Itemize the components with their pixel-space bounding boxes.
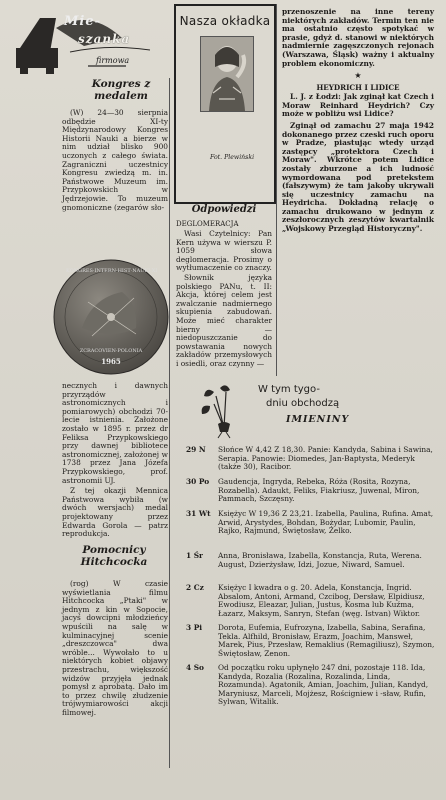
- imieniny-day: 2 Cz: [186, 583, 204, 592]
- photo-credit: Fot. Plewiński: [210, 154, 255, 161]
- hitchcock-title: Pomocnicy Hitchcocka: [80, 544, 148, 568]
- column-hitchcock: [62, 544, 168, 718]
- logo-line1: Mie-: [64, 14, 101, 29]
- woman-portrait-icon: [201, 37, 253, 111]
- imieniny-day: 3 Pi: [186, 623, 203, 632]
- heydrich-answer: Zginął od zamachu 27 maja 1942 dokonanego przez czeski ruch oporu w Pradze, piastując wtedy urząd zastępcy „protektora Czech i Moraw". Wkrótce potem Lidice zostały zburzone a ich ludność wymordowana pod pretekstem (fałszywym) że tam jakoby ukrywali się uczestnicy zamachu na Heydricha. Dokładną relację o zamachu drukowano w jednym z zeszłorocznych zeszytów kwartalnik „Wojskowy Przegląd Historyczny".: [282, 120, 434, 234]
- column-heydrich: [282, 8, 434, 234]
- odpowiedzi-title: Odpowiedzi: [191, 204, 257, 215]
- imieniny-names: Księżyc I kwadra o g. 20. Adela, Konstancja, Ingrid. Absalom, Antoni, Armand, Czcibog, Dersław, Elpidiusz, Ewodiusz, Eleazar, Julian, Justus, Kosma lub Kuźma, Łazarz, Maksym, Sanryn, Stefan (węg. Istvan) Wiktor.: [218, 583, 425, 618]
- medal-top-text: KONGRES·INTERN·HIST·NAUKI·XI: [66, 268, 158, 274]
- okladka-title: Nasza okładka: [179, 14, 271, 28]
- column-kongres: [62, 78, 168, 212]
- imieniny-names: Słońce W 4,42 Z 18,30. Panie: Kandyda, Sabina i Sawina, Serapia. Panowie: Diomedes, Jan-Baptysta, Mederyk (także 30), Racibor.: [218, 445, 433, 472]
- heydrich-sub: HEYDRICH I LIDICE: [316, 83, 400, 93]
- imieniny-day: 4 So: [186, 663, 204, 672]
- medal-bottom-text: ZCRACOVIEN·POLONIA: [79, 348, 143, 354]
- kongres-title: Kongres z medalem: [91, 78, 151, 102]
- kongres-para2: necznych i dawnych przyrządów astronomicznych i pomiarowych) obchodzi 70-lecie istnienia. Założone zostało w 1895 r. przez dr Feliksa Przypkowskiego przy dawnej bibliotece astronomicznej, założonej w 1738 przez Jana Józefa Przypkowskiego, prof. astronomii UJ.: [62, 381, 168, 485]
- logo-line3: firmowa: [96, 56, 130, 65]
- odpowiedzi-sub: DEGLOMERACJA: [176, 220, 239, 228]
- bouquet-icon: [196, 382, 256, 440]
- imieniny-day: 30 Po: [186, 477, 210, 486]
- imieniny-line1: W tym tygo-: [258, 384, 320, 395]
- odpowiedzi-para1: Wasi Czytelnicy: Pan Kern używa w wierszu P. 1059 słowa deglomeracja. Prosimy o wytłumaczenie co znaczy.: [176, 229, 272, 273]
- odpowiedzi-para2: Słownik języka polskiego PANu, t. II: Akcja, której celem jest zwalczanie nadmiernego skupienia zabudowań. Może mieć charakter bierny — niedopuszczanie do powstawania nowych zakładów przemysłowych i osiedli, oraz czynny —: [176, 272, 272, 368]
- imieniny-names: Księżyc W 19,36 Z 23,21. Izabella, Paulina, Rufina. Amat, Arwid, Arystydes, Bohdan, Bożydar, Lubomir, Paulin, Rajko, Rajmund, Świętosław, Żelko.: [218, 509, 434, 536]
- imieniny-day: 1 Śr: [186, 551, 203, 560]
- column-odpowiedzi: [176, 204, 272, 369]
- kongres-para3: Z tej okazji Mennica Państwowa wybiła (w dwóch wersjach) medal projektowany przez Edwarda Gorola — patrz reprodukcja.: [62, 486, 168, 539]
- column-kongres-cont: [62, 382, 168, 539]
- okladka-box: [174, 4, 276, 204]
- kongres-para1: (W) 24—30 sierpnia odbędzie XI-ty Międzynarodowy Kongres Historii Nauki a bierze w nim udział blisko 900 uczonych z całego świata. Zagraniczni uczestnicy Kongresu zwiedzą m. in. Państwowe Muzeum im. Przypkowskich w Jędrzejowie. To muzeum gnomoniczne (zegarów sło-: [62, 108, 168, 212]
- imieniny-names: Anna, Bronisława, Izabella, Konstancja, Ruta, Werena. August, Dzierżysław, Idzi, Jozue, Niward, Samuel.: [218, 551, 422, 569]
- medal-year: 1965: [101, 357, 121, 366]
- star-separator: ★: [354, 71, 362, 81]
- cover-photo: [200, 36, 254, 112]
- imieniny-header: [176, 380, 442, 442]
- imieniny-names: Gaudencja, Ingryda, Rebeka, Róża (Rosita, Rozyna, Rozabella). Adaukt, Feliks, Fiakriusz, Juwenal, Miron, Pammach, Szczęsny.: [218, 477, 420, 504]
- miesznka-firmowa-logo: [10, 8, 160, 76]
- medal-reproduction: [52, 258, 170, 376]
- column-divider: [169, 78, 170, 768]
- hitchcock-para: (rog) W czasie wyświetlania filmu Hitchcocka „Ptaki" w jednym z kin w Sopocie, jacyś dowcipni młodzieńcy wpuścili na salę w kulminacyjnej scenie „dreszczowca" dwa wróble... Wywołało to u niektórych kobiet objawy przestrachu, większość widzów przyjęła jednak pomysł z aprobatą. Dało im to przez chwilę złudzenie trójwymiarowości akcji filmowej.: [62, 579, 168, 717]
- imieniny-line3: IMIENINY: [286, 414, 350, 425]
- imieniny-names: Dorota, Eufemia, Eufrozyna, Izabella, Sabina, Serafina, Tekla. Alfhild, Bronisław, Erazm, Joachim, Mansweł, Marek, Pius, Przesław, Remaklius (Remagiliusz), Szymon, Świętosław, Zenon.: [218, 623, 435, 658]
- imieniny-day: 29 N: [186, 445, 206, 454]
- col3-para1: przenoszenie na inne tereny niektórych zakładów. Termin ten nie ma ostatnio często spotykać w prasie, gdyż d. stanowi w niektórych nadmiernie zagęszczonych rejonach (Warszawa, Śląsk) ważny i aktualny problem ekonomiczny.: [282, 7, 434, 68]
- imieniny-day: 31 Wt: [186, 509, 211, 518]
- imieniny-line2: dniu obchodzą: [266, 398, 340, 409]
- logo-line2: szanka: [78, 32, 131, 46]
- imieniny-names: Od początku roku upłynęło 247 dni, pozostaje 118. Ida, Kandyda, Rozalia (Rozalina, Rozalinda, Linda, Rozamunda). Agatonik, Amian, Joachim, Julian, Kandyd, Maryniusz, Marceli, Mojżesz, Rościgniew i -sław, Rufin, Sylwan, Witalik.: [218, 663, 429, 707]
- column-divider-2: [276, 4, 277, 376]
- heydrich-question: L. J. z Łodzi: Jak zginął kat Czech i Moraw Reinhard Heydrich? Czy może w pobliżu wsi Lidice?: [282, 92, 434, 119]
